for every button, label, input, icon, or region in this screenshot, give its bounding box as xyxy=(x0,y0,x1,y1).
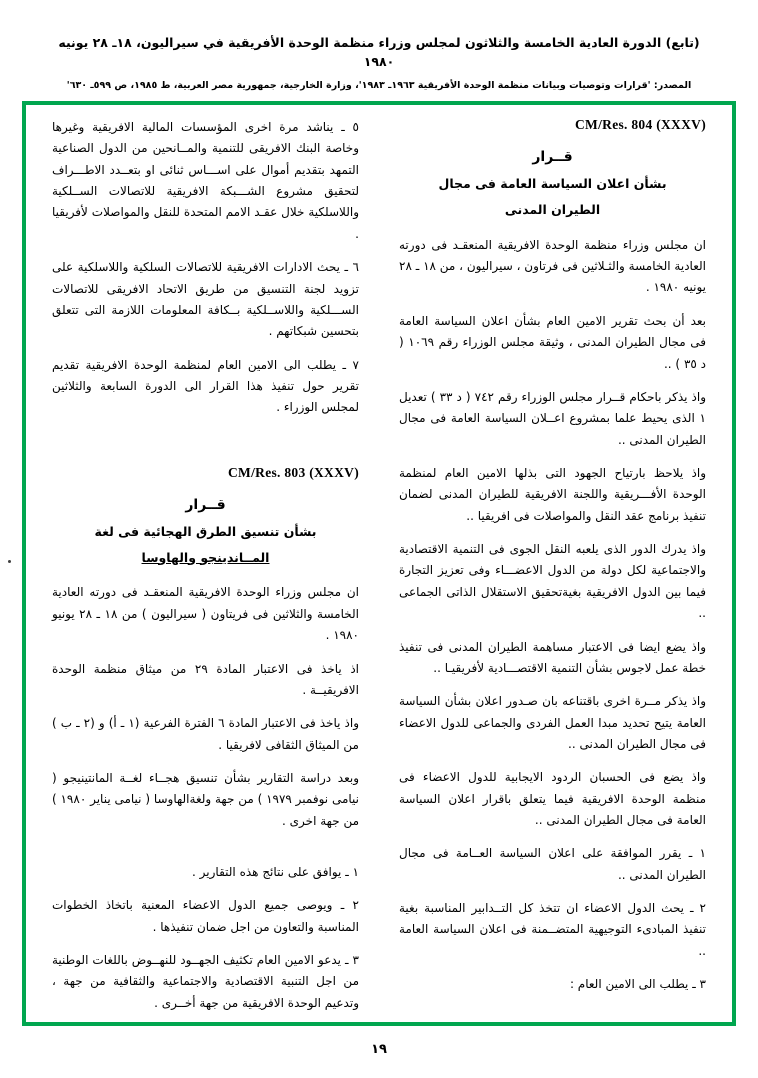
list-item: ٧ ـ يطلب الى الامين العام لمنظمة الوحدة الافريقية تقديم تقرير حول تنفيذ هذا القرار الى الدورة السابعة والثلاثين لمجلس الوزراء . xyxy=(52,357,359,415)
list-item: ٥ ـ يناشد مرة اخرى المؤسسات المالية الافريقية وغيرها وخاصة البنك الافريقى للتنمية والمــانحين من الدول الصناعية التمهد بتقديم أموال على اســـاس ثنائى او بتعــدد الاطـــراف لتحقيق مشروع الشـــبكة الافريقية للاتصالات الســلكية واللاسلكية خلال عقـد الامم المتحدة للنقل والمواصلات لأفريقيا . xyxy=(52,120,359,241)
document-source: المصدر: 'قرارات وتوصيات وبيانات منظمة الوحدة الأفريقية ١٩٦٣ـ ١٩٨٣'، وزارة الخارجية، جمهورية مصر العربية، ط ١٩٨٥، ص ٥٩٩ـ ٦٣٠' xyxy=(66,79,692,91)
paragraph: واذ يضع ايضا فى الاعتبار مساهمة الطيران المدنى فى تنفيذ خطة عمل لاجوس بشأن التنمية الاقتصـــادية لأفريقيـا .. xyxy=(399,639,706,675)
section-spacer xyxy=(52,431,359,465)
column-right xyxy=(379,117,706,1013)
list-item: ٦ ـ يحث الادارات الافريقية للاتصالات السلكية واللاسلكية على تزويد لجنة التنسيق من طريق الاتحاد الافريقى للاتصالات الســـلكية واللاســلكية بــكافة المعلومات اللازمة التى تتعلق بتحسين شبكاتهم . xyxy=(52,260,359,339)
paragraph: ان مجلس وزراء الوحدة الافريقية المنعقـد فى دورته العادية الخامسة والثلاثين فى فريتاون ( سيراليون ) من ١٨ ـ ٢٨ يونيو ١٩٨٠ . xyxy=(52,585,359,643)
list-item: ١ ـ يقرر الموافقة على اعلان السياسة العــامة فى مجال الطيران المدنى .. xyxy=(399,846,706,882)
resolution-heading-803: قــرار xyxy=(185,496,226,513)
paragraph: واذ يلاحظ بارتياح الجهود التى بذلها الامين العام لمنظمة الوحدة الأفـــريقية واللجنة الافريقية للطيران المدنى لضمان تنفيذ برنامج عقد النقل والمواصلات فى افريقيا .. xyxy=(399,465,706,523)
resolution-subject-804-line1: بشأن اعلان السياسة العامة فى مجال xyxy=(438,176,667,191)
paragraph: اذ ياخذ فى الاعتبار المادة ٢٩ من ميثاق منظمة الوحدة الافريقيــة . xyxy=(52,661,360,697)
page-header xyxy=(0,34,758,93)
paragraph: وبعد دراسة التقارير بشأن تنسيق هجــاء لغــة المانتينيجو ( نيامى نوفمبر ١٩٧٩ ) من جهة ولغةالهاوسا ( نيامى يناير ١٩٨٠ ) من جهة اخرى . xyxy=(51,770,359,828)
paragraph: واذ ياخذ فى الاعتبار المادة ٦ الفترة الفرعية (١ ـ أ) و (٢ ـ ب ) من الميثاق الثقافى لافريقيا . xyxy=(52,716,359,752)
paragraph: بعد أن بحث تقرير الامين العام بشأن اعلان السياسة العامة فى مجال الطيران المدنى ، وثيقة مجلس الوزراء رقم ١٠٦٩ ( د ٣٥ ) .. xyxy=(399,313,706,371)
list-item: ١ ـ يوافق على نتائج هذه التقارير . xyxy=(192,865,359,880)
document-title: (تابع) الدورة العادية الخامسة والثلاثون لمجلس وزراء منظمة الوحدة الأفريقية في سيراليون، ١٨ـ ٢٨ يونيه ١٩٨٠ xyxy=(58,35,700,69)
paragraph: واذ يذكر باحكام قــرار مجلس الوزراء رقم ٧٤٢ ( د ٣٣ ) تعديل ١ الذى يحيط علما بمشروع اعــلان السياسة العامة فى مجال الطيران المدنى .. xyxy=(399,389,707,447)
paragraph: ان مجلس وزراء منظمة الوحدة الافريقية المنعقـد فى دورته العادية الخامسة والثـلاثين فى فرتاون ، سيراليون ، من ١٨ ـ ٢٨ يونيه ١٩٨٠ . xyxy=(399,237,706,295)
resolution-subject-803-line1: بشأن تنسيق الطرق الهجائية فى لغة xyxy=(94,523,317,539)
list-item: ٣ ـ يطلب الى الامين العام : xyxy=(569,977,706,992)
resolution-heading-804: قــرار xyxy=(532,149,573,165)
resolution-subject-803-line2: المــاندينجو والهاوسا xyxy=(141,549,270,565)
list-item: ٢ ـ يحث الدول الاعضاء ان تتخذ كل التــدابير المناسبة بغية تنفيذ المبادىء التوجيهية المتضــمنة فى اعلان السياسة العامة .. xyxy=(399,901,706,958)
two-column-body xyxy=(30,109,728,1019)
page-number: ١٩ xyxy=(371,1042,387,1057)
resolution-id-803: CM/Res. 803 (XXXV) xyxy=(228,464,359,480)
resolution-subject-804-line2: الطيران المدنى xyxy=(504,201,601,217)
column-left xyxy=(52,117,379,1013)
section-spacer xyxy=(52,844,359,862)
paragraph: واذ يذكر مــرة اخرى باقتناعه بان صـدور اعلان بشأن السياسة العامة يتيح تحديد مبدا العمل الفردى والجماعى للدول الاعضاء فى مجال الطيران المدنى .. xyxy=(399,694,706,751)
scan-artifact-dot xyxy=(8,560,11,563)
paragraph: واذ يدرك الدور الذى يلعبه النقل الجوى فى التنمية الاقتصادية والاجتماعية لكل دولة من الدول الاعضـــاء وفى تعزيز التجارة فيما بين الدول الافريقية بغيةتحقيق الاستقلال الذاتى الجماعى .. xyxy=(399,542,706,621)
list-item: ٢ ـ ويوصى جميع الدول الاعضاء المعنية باتخاذ الخطوات المناسبة والتعاون من اجل ضمان تنفيذها . xyxy=(52,898,359,934)
paragraph: واذ يضع فى الحسبان الردود الايجابية للدول الاعضاء فى منظمة الوحدة الافريقية فيما يتعلق باقرار اعلان السياسة العامة فى مجال الطيران المدنى .. xyxy=(399,770,706,828)
resolution-id-804: CM/Res. 804 (XXXV) xyxy=(575,117,706,132)
list-item: ٣ ـ يدعو الامين العام تكثيف الجهــود للنهــوض باللغات الوطنية من اجل التنبية الاقتصادية والاجتماعية والثقافية من جهة ، وتدعيم الوحدة الافريقية من جهة أخــرى . xyxy=(52,953,359,1010)
